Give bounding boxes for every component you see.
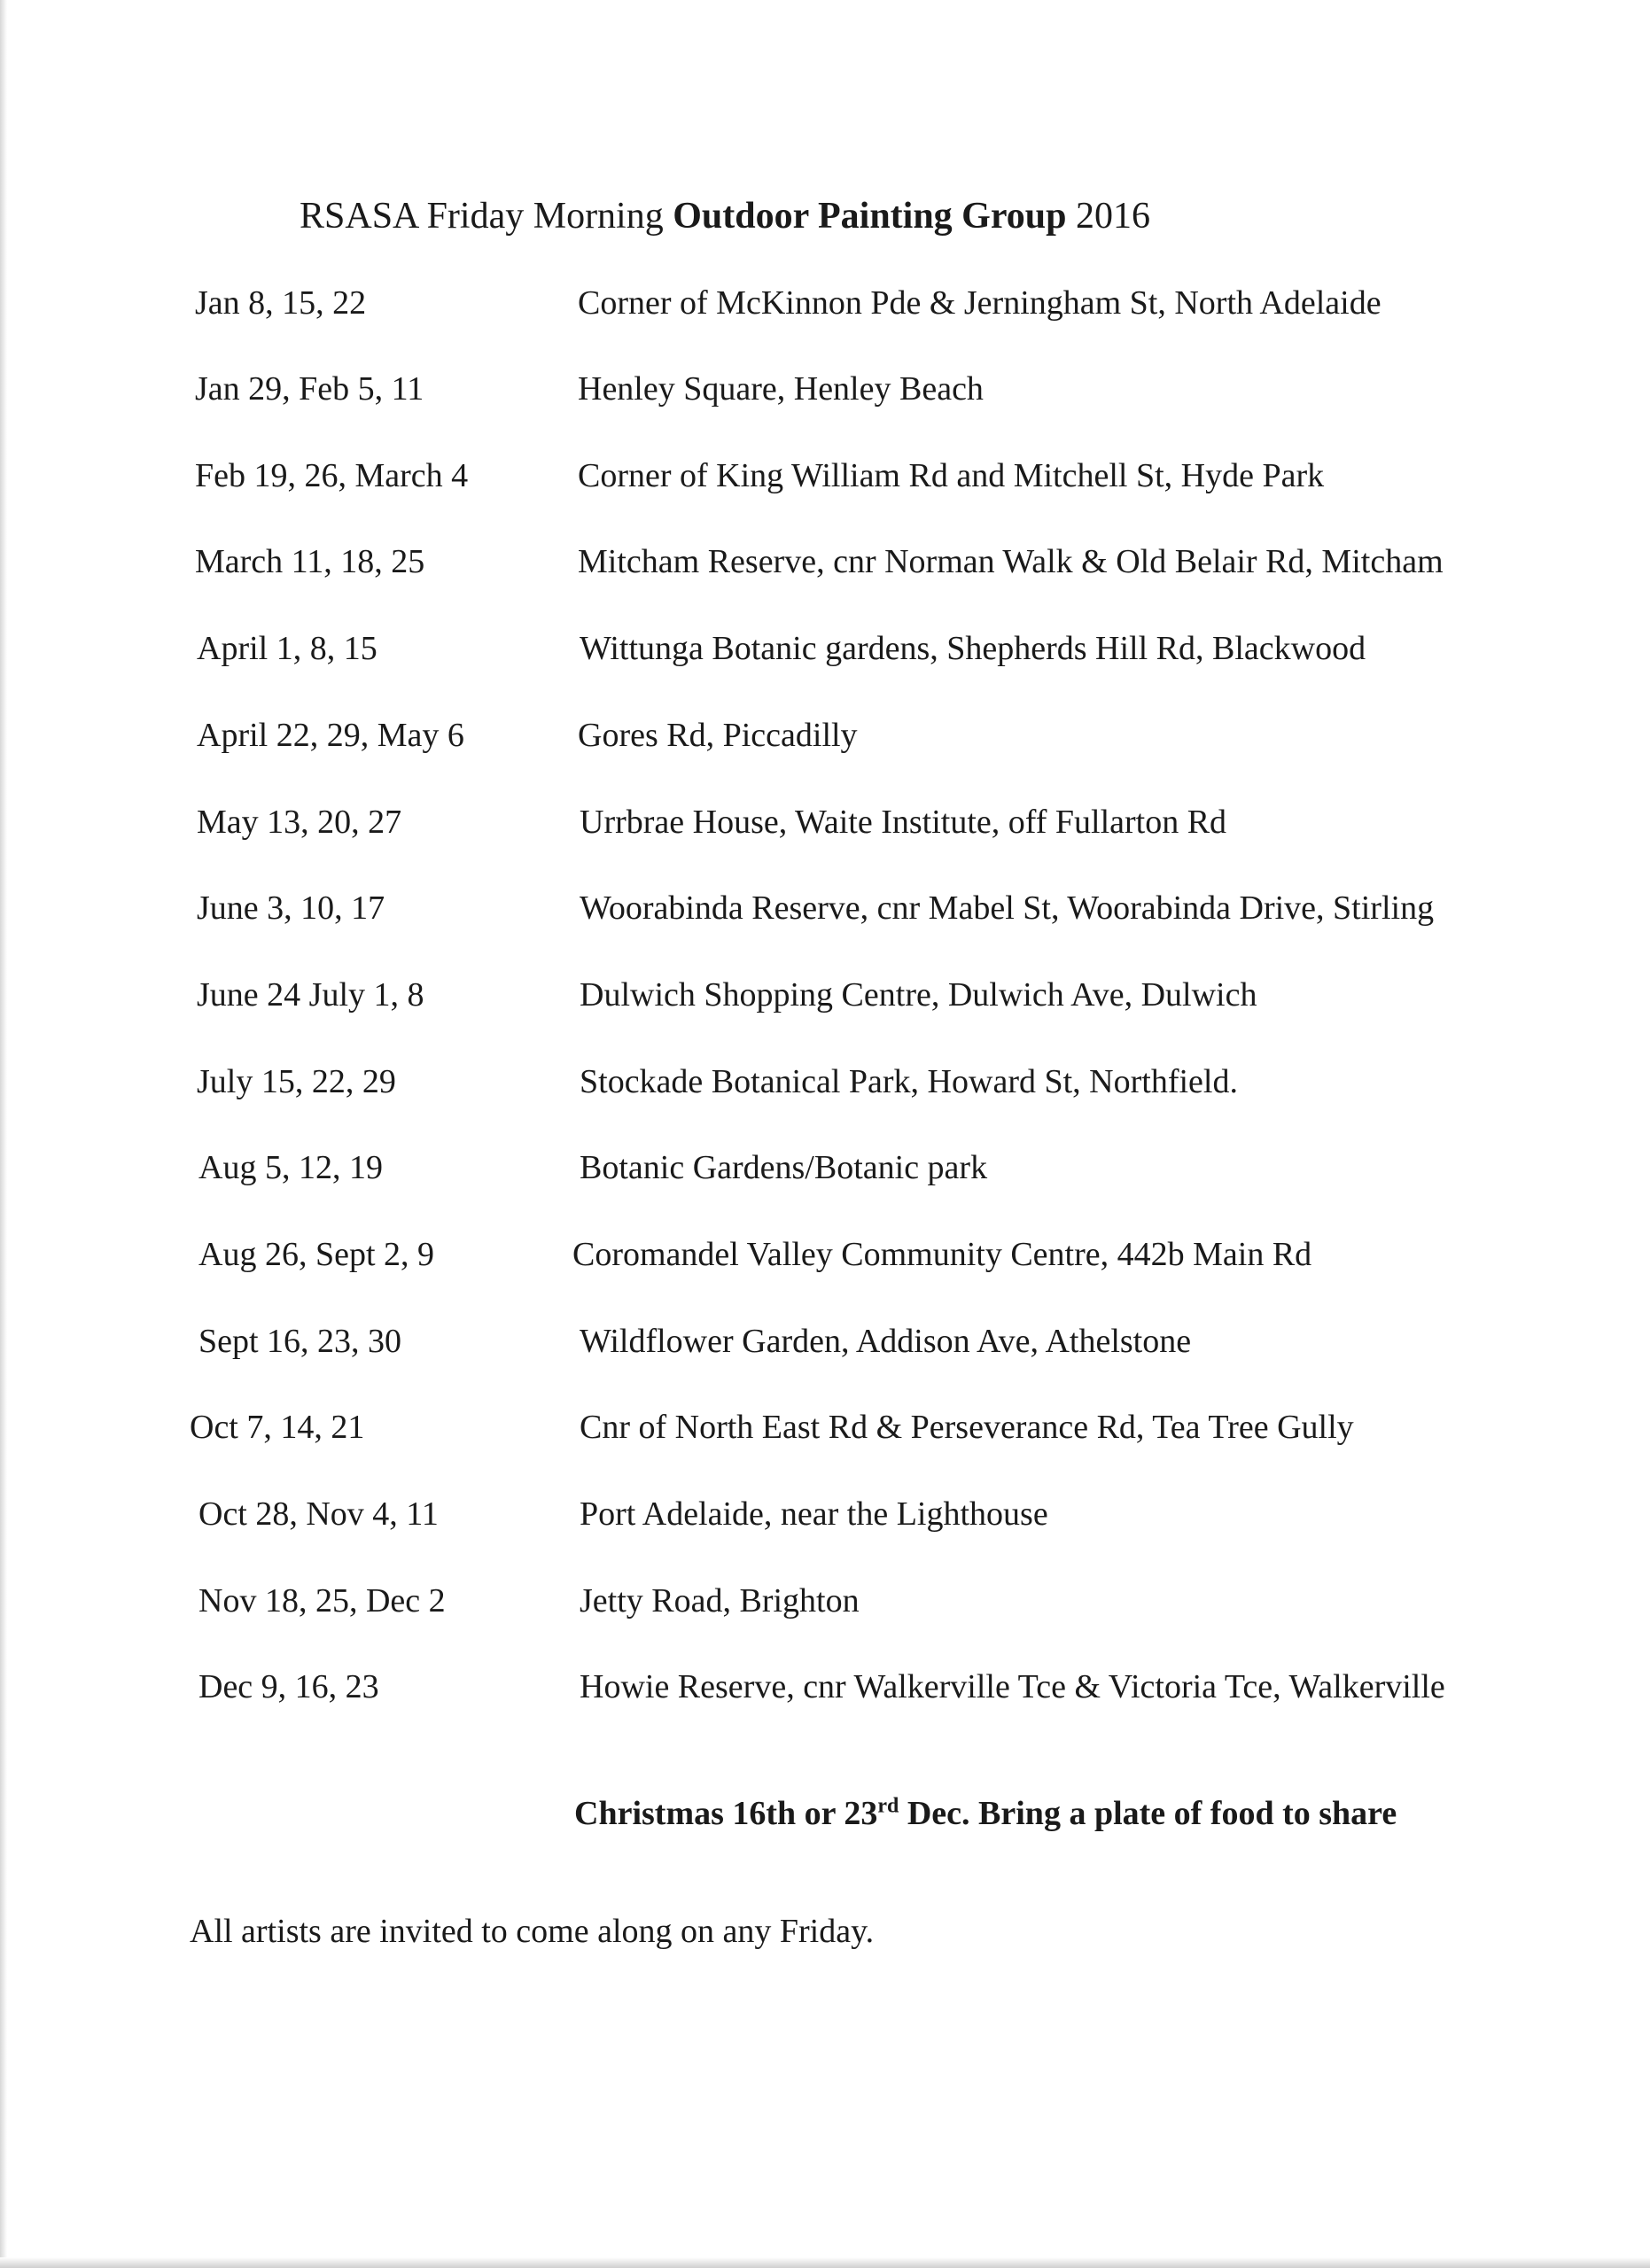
page-title xyxy=(300,195,1150,237)
schedule-location: Henley Square, Henley Beach xyxy=(578,370,984,408)
schedule-dates: Dec 9, 16, 23 xyxy=(198,1668,379,1705)
schedule-location: Port Adelaide, near the Lighthouse xyxy=(580,1495,1048,1533)
schedule-location: Coromandel Valley Community Centre, 442b Main Rd xyxy=(572,1236,1312,1273)
schedule-location: Wittunga Botanic gardens, Shepherds Hill Rd, Blackwood xyxy=(580,630,1366,667)
schedule-location: Gores Rd, Piccadilly xyxy=(578,717,858,754)
schedule-dates: Oct 28, Nov 4, 11 xyxy=(198,1495,439,1533)
schedule-dates: March 11, 18, 25 xyxy=(195,543,425,580)
schedule-location: Jetty Road, Brighton xyxy=(580,1582,860,1619)
christmas-text-before: Christmas 16th or 23 xyxy=(574,1795,878,1832)
scan-bottom-edge xyxy=(0,2257,1650,2268)
title-suffix: 2016 xyxy=(1066,196,1150,237)
schedule-dates: Aug 5, 12, 19 xyxy=(198,1149,383,1186)
schedule-location: Corner of McKinnon Pde & Jerningham St, North Adelaide xyxy=(578,284,1381,322)
schedule-location: Dulwich Shopping Centre, Dulwich Ave, Dulwich xyxy=(580,976,1257,1014)
schedule-dates: April 22, 29, May 6 xyxy=(197,717,464,754)
scan-left-edge xyxy=(0,0,7,2268)
schedule-dates: Jan 29, Feb 5, 11 xyxy=(195,370,424,408)
schedule-dates: Sept 16, 23, 30 xyxy=(198,1323,402,1360)
footer-note: All artists are invited to come along on any Friday. xyxy=(190,1913,875,1950)
title-bold: Outdoor Painting Group xyxy=(673,196,1067,237)
schedule-location: Howie Reserve, cnr Walkerville Tce & Victoria Tce, Walkerville xyxy=(580,1668,1445,1705)
schedule-location: Corner of King William Rd and Mitchell St, Hyde Park xyxy=(578,457,1325,494)
schedule-location: Botanic Gardens/Botanic park xyxy=(580,1149,988,1186)
schedule-dates: Feb 19, 26, March 4 xyxy=(195,457,469,494)
schedule-location: Stockade Botanical Park, Howard St, Northfield. xyxy=(580,1063,1238,1100)
schedule-location: Cnr of North East Rd & Perseverance Rd, Tea Tree Gully xyxy=(580,1409,1354,1446)
schedule-dates: Aug 26, Sept 2, 9 xyxy=(198,1236,434,1273)
schedule-location: Mitcham Reserve, cnr Norman Walk & Old Belair Rd, Mitcham xyxy=(578,543,1444,580)
schedule-dates: June 24 July 1, 8 xyxy=(197,976,424,1014)
schedule-dates: Oct 7, 14, 21 xyxy=(190,1409,365,1446)
christmas-text-after: Dec. Bring a plate of food to share xyxy=(899,1795,1397,1832)
schedule-dates: July 15, 22, 29 xyxy=(197,1063,396,1100)
title-prefix: RSASA Friday Morning xyxy=(300,196,673,237)
christmas-note xyxy=(574,1792,1460,1836)
christmas-ordinal-suffix: rd xyxy=(877,1794,899,1818)
schedule-dates: May 13, 20, 27 xyxy=(197,804,402,841)
schedule-dates: June 3, 10, 17 xyxy=(197,889,385,927)
schedule-dates: Nov 18, 25, Dec 2 xyxy=(198,1582,446,1619)
schedule-dates: Jan 8, 15, 22 xyxy=(195,284,367,322)
schedule-location: Urrbrae House, Waite Institute, off Fullarton Rd xyxy=(580,804,1227,841)
schedule-location: Wildflower Garden, Addison Ave, Athelstone xyxy=(580,1323,1192,1360)
schedule-dates: April 1, 8, 15 xyxy=(197,630,377,667)
schedule-location: Woorabinda Reserve, cnr Mabel St, Woorabinda Drive, Stirling xyxy=(580,889,1435,927)
